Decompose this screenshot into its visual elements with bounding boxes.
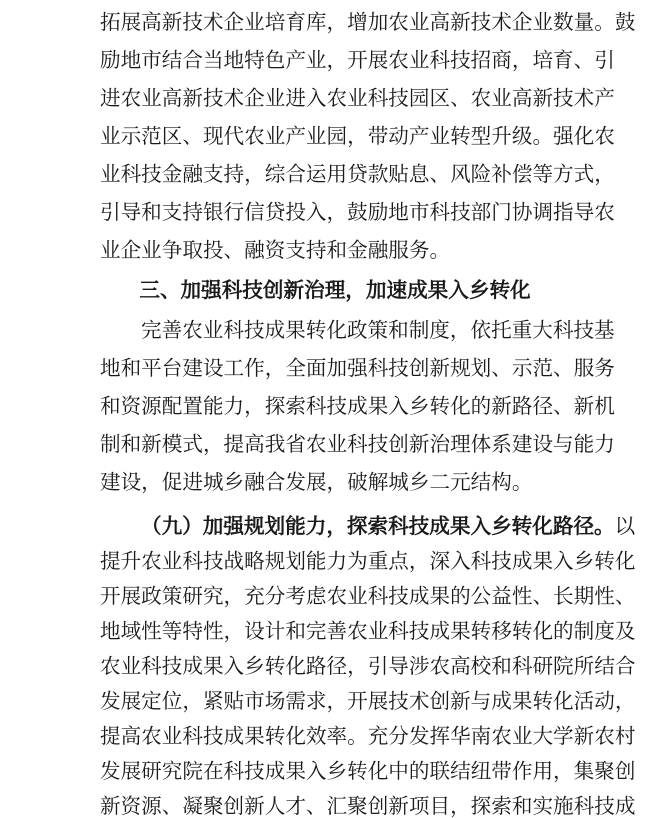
text-line-lead [141, 514, 636, 538]
text-line: 励地市结合当地特色产业，开展农业科技招商，培育、引 [100, 48, 615, 72]
text-line: 发展研究院在科技成果入乡转化中的联结纽带作用，集聚创 [100, 759, 636, 783]
text-line: 拓展高新技术企业培育库，增加农业高新技术企业数量。鼓 [100, 10, 636, 34]
text-line: 建设，促进城乡融合发展，破解城乡二元结构。 [100, 470, 533, 494]
text-line: 农业科技成果入乡转化路径，引导涉农高校和科研院所结合 [100, 654, 636, 678]
text-line: 新资源、凝聚创新人才、汇聚创新项目，探索和实施科技成 [100, 794, 636, 818]
text-line: 地域性等特性，设计和完善农业科技成果转移转化的制度及 [100, 619, 636, 643]
paragraph-lead-bold: （九）加强规划能力，探索科技成果入乡转化路径。 [141, 514, 615, 538]
section-heading: 三、加强科技创新治理，加速成果入乡转化 [139, 278, 531, 302]
text-line: 提升农业科技战略规划能力为重点，深入科技成果入乡转化 [100, 549, 636, 573]
text-line: 完善农业科技成果转化政策和制度，依托重大科技基 [141, 318, 615, 342]
paragraph-lead-tail: 以 [614, 514, 636, 538]
text-line: 业科技金融支持，综合运用贷款贴息、风险补偿等方式， [100, 162, 615, 186]
text-line: 发展定位，紧贴市场需求，开展技术创新与成果转化活动， [100, 689, 636, 713]
text-line: 地和平台建设工作，全面加强科技创新规划、示范、服务 [100, 356, 615, 380]
text-line: 引导和支持银行信贷投入，鼓励地市科技部门协调指导农 [100, 200, 615, 224]
text-line: 业示范区、现代农业产业园，带动产业转型升级。强化农 [100, 124, 615, 148]
text-line: 开展政策研究，充分考虑农业科技成果的公益性、长期性、 [100, 584, 636, 608]
text-line: 提高农业科技成果转化效率。充分发挥华南农业大学新农村 [100, 724, 636, 748]
text-line: 业企业争取投、融资支持和金融服务。 [100, 238, 451, 262]
text-line: 制和新模式，提高我省农业科技创新治理体系建设与能力 [100, 432, 615, 456]
text-line: 和资源配置能力，探索科技成果入乡转化的新路径、新机 [100, 394, 615, 418]
text-line: 进农业高新技术企业进入农业科技园区、农业高新技术产 [100, 86, 615, 110]
